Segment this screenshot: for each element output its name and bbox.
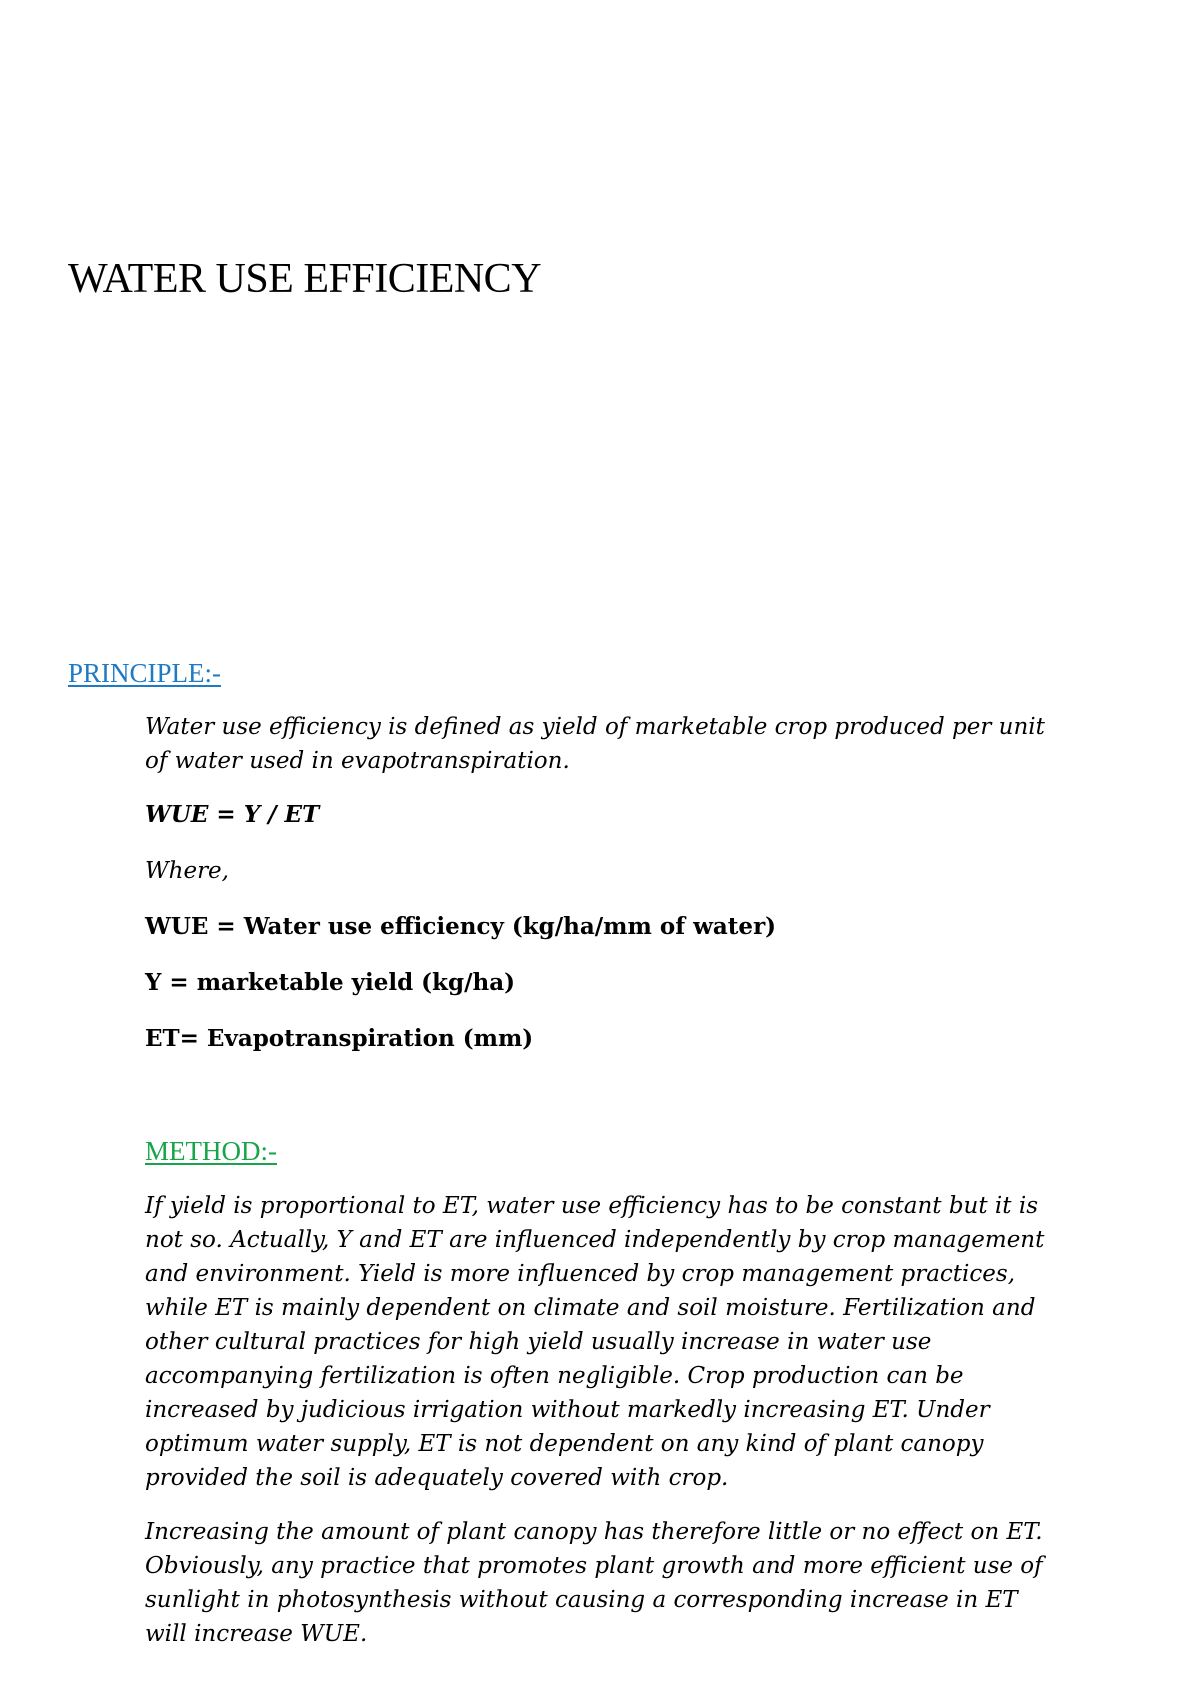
method-heading: METHOD:- — [145, 1136, 277, 1166]
where-label: Where, — [145, 858, 229, 884]
term-wue: WUE = Water use efficiency (kg/ha/mm of water) — [145, 913, 777, 940]
document-title: WATER USE EFFICIENCY — [68, 256, 542, 302]
principle-heading: PRINCIPLE:- — [68, 658, 222, 688]
method-paragraph-2-block — [145, 1515, 1065, 1651]
method-paragraph-1: If yield is proportional to ET, water use efficiency has to be constant but it is not so. Actually, Y and ET are influenced independently by crop management and environment. Yield is more influenced by crop management practices, while ET is mainly dependent on climate and soil moisture. Fertilization and other cultural practices for high yield usually increase in water use accompanying fertilization is often negligible. Crop production can be increased by judicious irrigation without markedly increasing ET. Under optimum water supply, ET is not dependent on any kind of plant canopy provided the soil is adequately covered with crop. — [145, 1193, 1045, 1491]
term-et: ET= Evapotranspiration (mm) — [145, 1025, 534, 1052]
principle-definition-block — [145, 710, 1065, 778]
principle-definition: Water use efficiency is defined as yield of marketable crop produced per unit of water used in evapotranspiration. — [145, 714, 1045, 774]
term-yield: Y = marketable yield (kg/ha) — [145, 969, 515, 996]
method-paragraph-1-block — [145, 1189, 1065, 1495]
wue-formula: WUE = Y / ET — [145, 801, 320, 828]
method-paragraph-2: Increasing the amount of plant canopy has therefore little or no effect on ET. Obviously, any practice that promotes plant growth and more efficient use of sunlight in photosynthesis without causing a corresponding increase in ET will increase WUE. — [145, 1519, 1043, 1647]
